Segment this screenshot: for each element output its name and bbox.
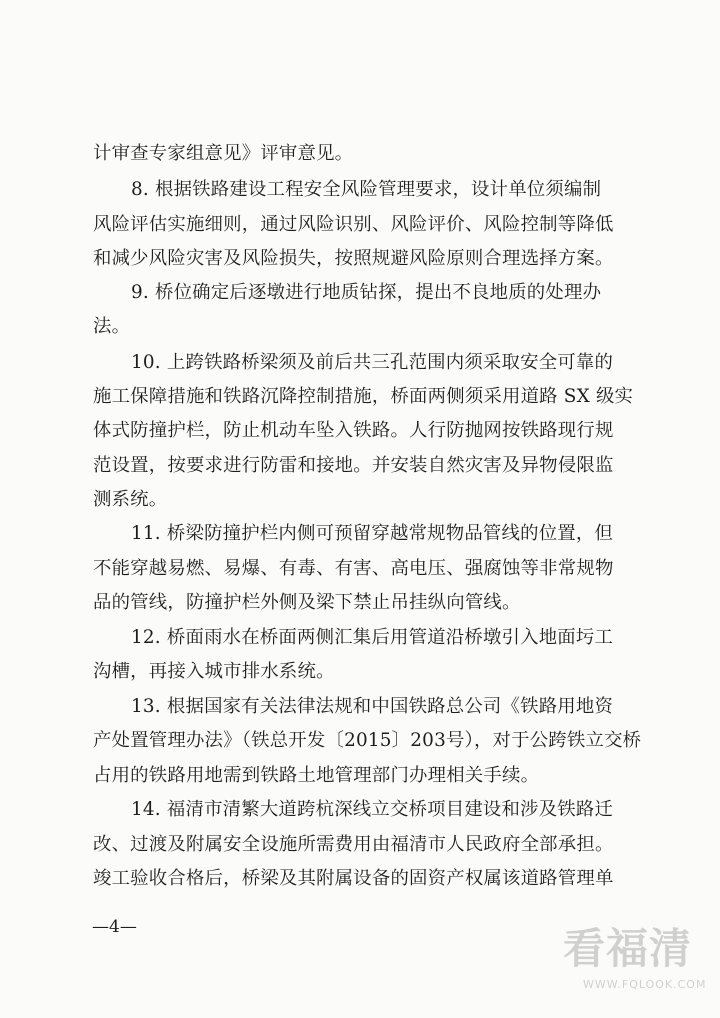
text-line-12: 11. 桥梁防撞护栏内侧可预留穿越常规物品管线的位置，但: [131, 523, 614, 544]
text-line-1: 计审查专家组意见》评审意见。: [93, 143, 354, 164]
text-line-22: 竣工验收合格后，桥梁及其附属设备的固资产权属该道路管理单: [93, 868, 614, 889]
text-line-10: 范设置，按要求进行防雷和接地。并安装自然灾害及异物侵限监: [93, 455, 614, 476]
text-line-19: 占用的铁路用地需到铁路土地管理部门办理相关手续。: [93, 765, 540, 786]
page-number: —4—: [92, 917, 137, 937]
site-watermark: [555, 920, 705, 1000]
text-line-2: 8. 根据铁路建设工程安全风险管理要求，设计单位须编制: [131, 179, 602, 200]
watermark-logo-text: 看福清: [563, 924, 693, 973]
text-line-11: 测系统。: [93, 489, 168, 510]
text-line-16: 沟槽，再接入城市排水系统。: [93, 661, 335, 682]
text-line-17: 13. 根据国家有关法律法规和中国铁路总公司《铁路用地资: [131, 696, 614, 717]
text-line-15: 12. 桥面雨水在桥面两侧汇集后用管道沿桥墩引入地面圬工: [131, 627, 614, 648]
text-line-8: 施工保障措施和铁路沉降控制措施，桥面两侧须采用道路 SX 级实: [93, 386, 634, 407]
text-line-4: 和减少风险灾害及风险损失，按照规避风险原则合理选择方案。: [93, 248, 614, 269]
text-line-9: 体式防撞护栏，防止机动车坠入铁路。人行防抛网按铁路现行规: [93, 420, 614, 441]
text-line-3: 风险评估实施细则，通过风险识别、风险评价、风险控制等降低: [93, 214, 614, 235]
text-line-13: 不能穿越易燃、易爆、有毒、有害、高电压、强腐蚀等非常规物: [93, 558, 614, 579]
text-line-5: 9. 桥位确定后逐墩进行地质钻探，提出不良地质的处理办: [131, 282, 602, 303]
text-line-6: 法。: [93, 316, 131, 337]
text-line-18: 产处置管理办法》（铁总开发〔2015〕203号），对于公跨铁立交桥: [93, 730, 642, 751]
watermark-url: WWW.FQLOOK.COM: [583, 978, 707, 991]
text-line-21: 改、过渡及附属安全设施所需费用由福清市人民政府全部承担。: [93, 834, 614, 855]
text-line-7: 10. 上跨铁路桥梁须及前后共三孔范围内须采取安全可靠的: [131, 352, 614, 373]
text-line-20: 14. 福清市清繁大道跨杭深线立交桥项目建设和涉及铁路迁: [131, 799, 614, 820]
text-line-14: 品的管线，防撞护栏外侧及梁下禁止吊挂纵向管线。: [93, 592, 521, 613]
